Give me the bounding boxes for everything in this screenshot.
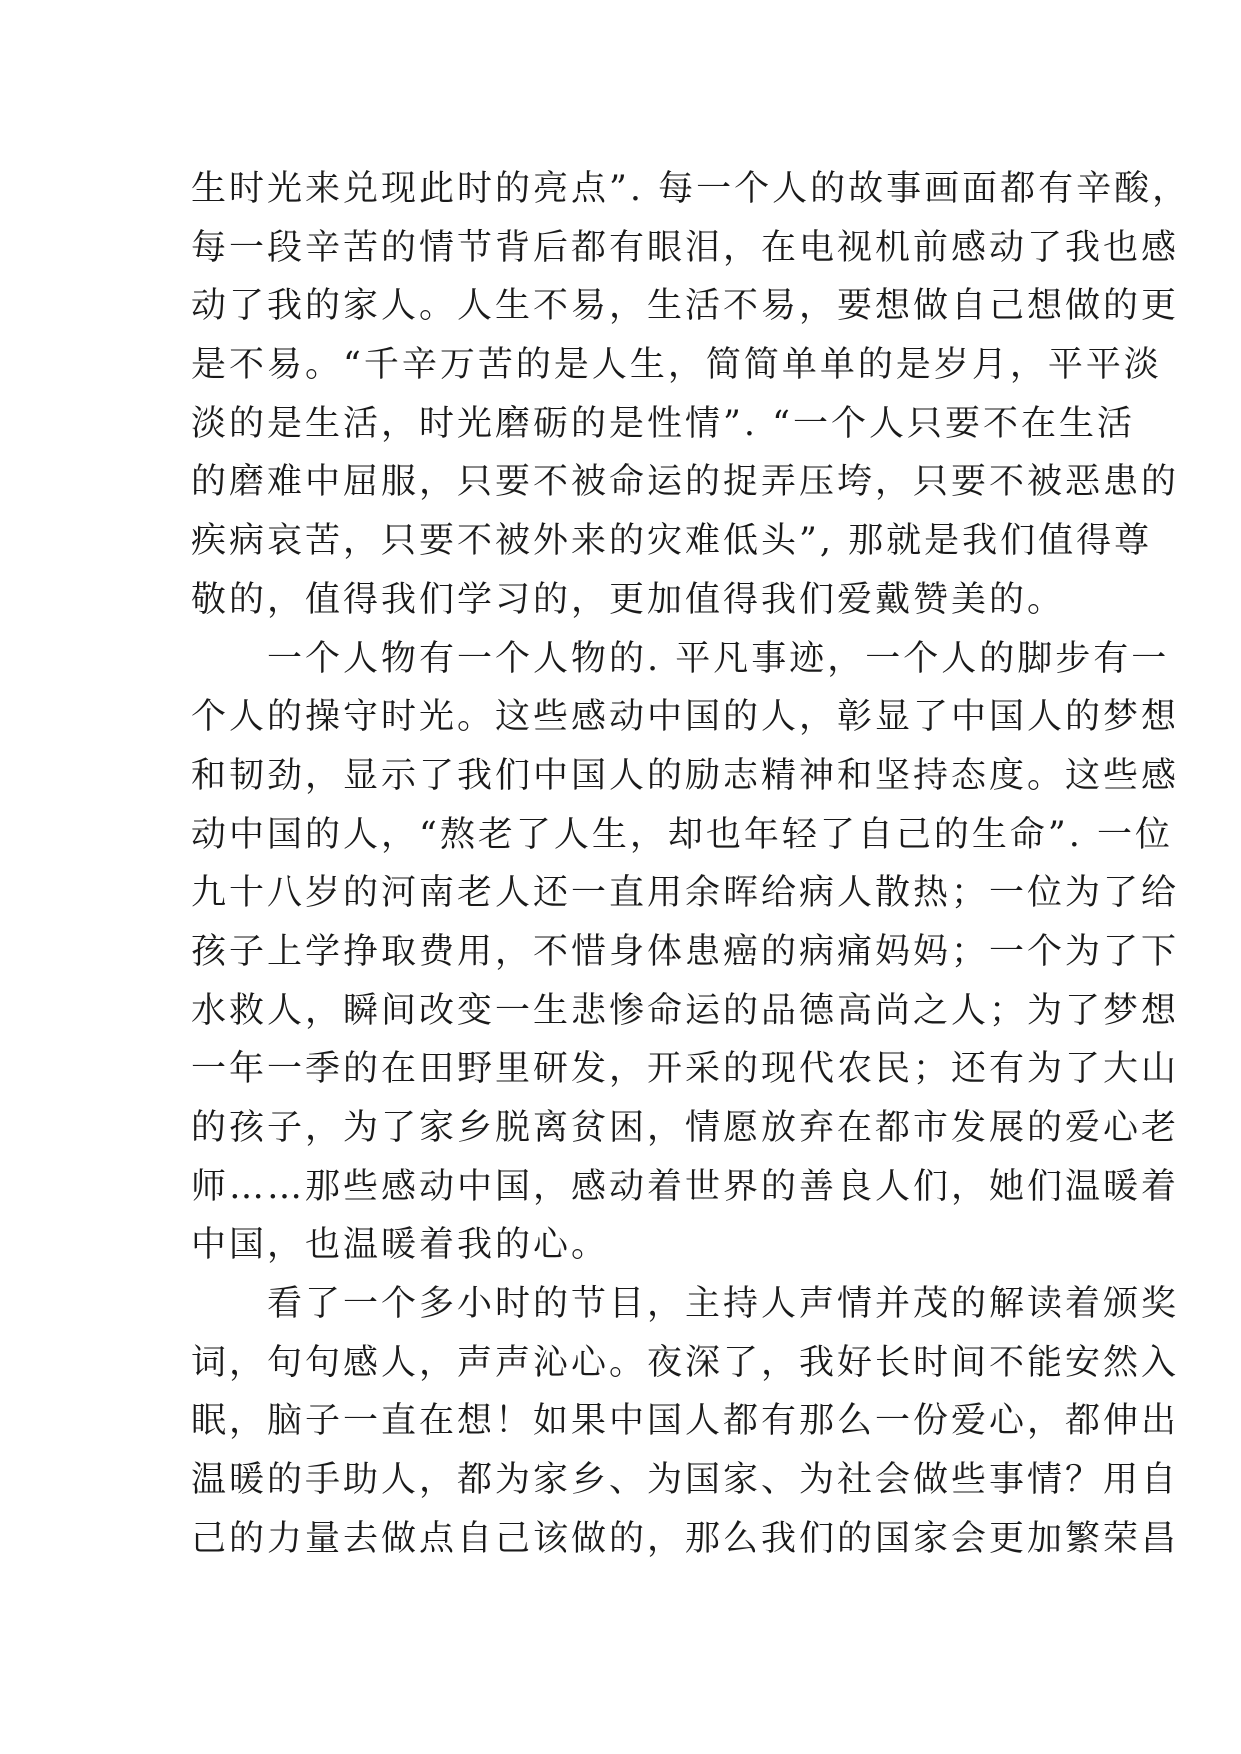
text-line: 师……那些感动中国，感动着世界的善良人们，她们温暖着 [191, 1166, 1180, 1207]
text-line: 疾病哀苦，只要不被外来的灾难低头”, 那就是我们值得尊 [191, 521, 1153, 562]
text-line: 生时光来兑现此时的亮点”. 每一个人的故事画面都有辛酸， [191, 169, 1191, 209]
text-line: 每一段辛苦的情节背后都有眼泪，在电视机前感动了我也感 [191, 227, 1180, 268]
text-line: 一年一季的在田野里研发，开采的现代农民；还有为了大山 [191, 1049, 1180, 1090]
text-line: 的磨难中屈服，只要不被命运的捉弄压垮，只要不被恶患的 [191, 462, 1180, 503]
text-line: 温暖的手助人，都为家乡、为国家、为社会做些事情？用自 [191, 1460, 1180, 1501]
text-line: 己的力量去做点自己该做的，那么我们的国家会更加繁荣昌 [191, 1518, 1180, 1559]
text-line: 的孩子，为了家乡脱离贫困，情愿放弃在都市发展的爱心老 [191, 1108, 1180, 1148]
text-line: 敬的，值得我们学习的，更加值得我们爱戴赞美的。 [191, 579, 1066, 620]
text-line: 动了我的家人。人生不易，生活不易，要想做自己想做的更 [191, 286, 1180, 327]
paragraph-2 [191, 630, 1180, 1276]
text-line: 水救人，瞬间改变一生悲惨命运的品德高尚之人；为了梦想 [191, 990, 1180, 1031]
text-line: 个人的操守时光。这些感动中国的人，彰显了中国人的梦想 [191, 697, 1180, 738]
paragraph-1 [191, 160, 1191, 630]
text-line: 是不易。“千辛万苦的是人生，简简单单的是岁月，平平淡 [191, 345, 1162, 386]
paragraph-3 [191, 1275, 1180, 1568]
body-text [191, 160, 1191, 1569]
text-line: 九十八岁的河南老人还一直用余晖给病人散热；一位为了给 [191, 873, 1180, 914]
text-line: 看了一个多小时的节目，主持人声情并茂的解读着颁奖 [191, 1284, 1180, 1325]
text-line: 动中国的人，“熬老了人生，却也年轻了自己的生命”. 一位 [191, 814, 1174, 855]
text-line: 孩子上学挣取费用，不惜身体患癌的病痛妈妈；一个为了下 [191, 931, 1180, 972]
text-line: 词，句句感人，声声沁心。夜深了，我好长时间不能安然入 [191, 1342, 1180, 1383]
text-line: 和韧劲，显示了我们中国人的励志精神和坚持态度。这些感 [191, 755, 1180, 796]
text-line: 中国，也温暖着我的心。 [191, 1225, 610, 1266]
text-line: 一个人物有一个人物的. 平凡事迹，一个人的脚步有一 [191, 638, 1170, 679]
text-line: 淡的是生活，时光磨砺的是性情”. “一个人只要不在生活 [191, 403, 1136, 444]
text-line: 眠，脑子一直在想！如果中国人都有那么一份爱心，都伸出 [191, 1401, 1180, 1442]
